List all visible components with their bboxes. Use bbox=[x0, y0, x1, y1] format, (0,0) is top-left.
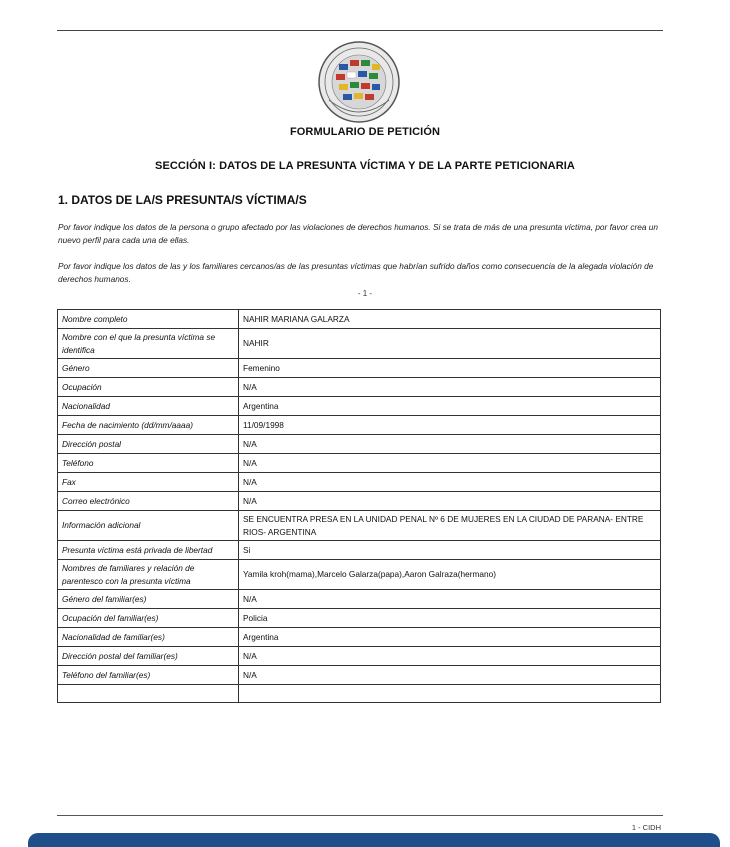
victim-data-table bbox=[57, 309, 661, 703]
field-label: Dirección postal del familiar(es) bbox=[58, 647, 239, 666]
subsection-heading: 1. DATOS DE LA/S PRESUNTA/S VÍCTIMA/S bbox=[58, 193, 307, 207]
field-label: Teléfono bbox=[58, 454, 239, 473]
field-label: Fax bbox=[58, 473, 239, 492]
table-row bbox=[58, 590, 661, 609]
table-row bbox=[58, 359, 661, 378]
field-label: Correo electrónico bbox=[58, 492, 239, 511]
table-row bbox=[58, 329, 661, 359]
table-row bbox=[58, 628, 661, 647]
field-label bbox=[58, 685, 239, 703]
bottom-bar bbox=[28, 833, 720, 847]
instruction-paragraph-1: Por favor indique los datos de la persona o grupo afectado por las violaciones de derechos humanos. Si se trata de más de una presunta víctima, por favor crea un nuevo perfil para cada una de ellas. bbox=[58, 222, 659, 245]
field-value: N/A bbox=[239, 435, 661, 454]
table-row bbox=[58, 416, 661, 435]
table-row bbox=[58, 666, 661, 685]
field-label: Nombre con el que la presunta víctima se identifica bbox=[58, 329, 239, 359]
field-value: SE ENCUENTRA PRESA EN LA UNIDAD PENAL Nº 6 DE MUJERES EN LA CIUDAD DE PARANA- ENTRE RIOS- ARGENTINA bbox=[239, 511, 661, 541]
field-label: Nacionalidad bbox=[58, 397, 239, 416]
field-value: Policia bbox=[239, 609, 661, 628]
bottom-rule bbox=[57, 815, 663, 816]
table-row bbox=[58, 609, 661, 628]
table-row bbox=[58, 310, 661, 329]
table-row bbox=[58, 560, 661, 590]
table-row bbox=[58, 473, 661, 492]
table-row bbox=[58, 685, 661, 703]
table-row bbox=[58, 397, 661, 416]
field-value: Argentina bbox=[239, 628, 661, 647]
table-row bbox=[58, 435, 661, 454]
field-label: Teléfono del familiar(es) bbox=[58, 666, 239, 685]
field-value: Femenino bbox=[239, 359, 661, 378]
field-label: Género bbox=[58, 359, 239, 378]
field-value: N/A bbox=[239, 647, 661, 666]
table-row bbox=[58, 454, 661, 473]
field-value: N/A bbox=[239, 666, 661, 685]
field-value: 11/09/1998 bbox=[239, 416, 661, 435]
field-label: Nombres de familiares y relación de parentesco con la presunta víctima bbox=[58, 560, 239, 590]
field-label: Fecha de nacimiento (dd/mm/aaaa) bbox=[58, 416, 239, 435]
field-label: Género del familiar(es) bbox=[58, 590, 239, 609]
field-label: Ocupación bbox=[58, 378, 239, 397]
section-title: SECCIÓN I: DATOS DE LA PRESUNTA VÍCTIMA Y DE LA PARTE PETICIONARIA bbox=[155, 160, 575, 172]
field-value: N/A bbox=[239, 473, 661, 492]
field-label: Ocupación del familiar(es) bbox=[58, 609, 239, 628]
field-value bbox=[239, 685, 661, 703]
field-label: Nacionalidad de familiar(es) bbox=[58, 628, 239, 647]
table-row bbox=[58, 541, 661, 560]
field-value: N/A bbox=[239, 378, 661, 397]
field-value: N/A bbox=[239, 454, 661, 473]
field-value: NAHIR bbox=[239, 329, 661, 359]
table-row bbox=[58, 511, 661, 541]
field-value: Yamila kroh(mama),Marcelo Galarza(papa),Aaron Galraza(hermano) bbox=[239, 560, 661, 590]
field-label: Presunta víctima está privada de libertad bbox=[58, 541, 239, 560]
field-label: Información adicional bbox=[58, 511, 239, 541]
field-value: Si bbox=[239, 541, 661, 560]
field-value: N/A bbox=[239, 492, 661, 511]
field-value: NAHIR MARIANA GALARZA bbox=[239, 310, 661, 329]
field-value: N/A bbox=[239, 590, 661, 609]
table-row bbox=[58, 647, 661, 666]
instruction-paragraph-2: Por favor indique los datos de las y los familiares cercanos/as de las presuntas víctimas que habrían sufrido daños como consecuencia de la alegada violación de derechos humanos. bbox=[58, 261, 654, 284]
field-value: Argentina bbox=[239, 397, 661, 416]
top-rule bbox=[57, 30, 663, 31]
form-title: FORMULARIO DE PETICIÓN bbox=[289, 126, 441, 138]
page-marker: - 1 - bbox=[357, 289, 373, 298]
table-row bbox=[58, 378, 661, 397]
oas-seal-icon bbox=[317, 40, 401, 124]
field-label: Dirección postal bbox=[58, 435, 239, 454]
table-row bbox=[58, 492, 661, 511]
field-label: Nombre completo bbox=[58, 310, 239, 329]
page-footer: 1 - CIDH bbox=[631, 823, 661, 832]
